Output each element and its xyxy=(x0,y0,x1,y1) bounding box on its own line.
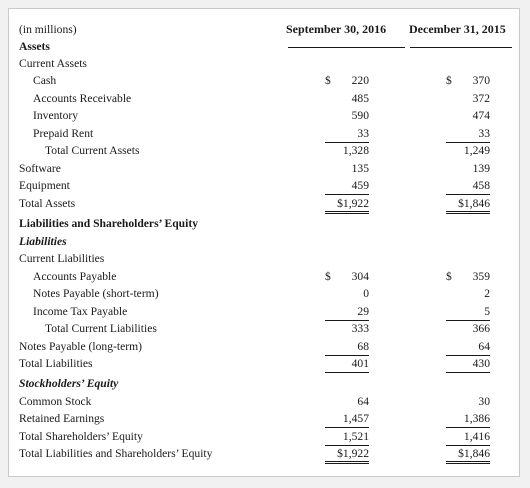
subsection-current-assets: Current Assets xyxy=(19,57,87,70)
table-row: Software 135 139 xyxy=(19,161,490,175)
balance-sheet-table xyxy=(8,8,520,477)
table-row: Notes Payable (long-term) 68 64 xyxy=(9,338,519,356)
column-header-2016: September 30, 2016 xyxy=(286,22,387,36)
section-heading-stockholders-equity: Stockholders’ Equity xyxy=(19,377,119,390)
table-row: Inventory 590 474 xyxy=(33,109,490,122)
table-row-total: Total Current Liabilities 333 366 xyxy=(45,322,490,335)
table-row: Accounts Payable $ 304 $ 359 xyxy=(33,269,490,283)
table-row: Common Stock 64 30 xyxy=(19,394,490,408)
column-header-2015: December 31, 2015 xyxy=(409,22,506,36)
table-row: Cash $ 220 $ 370 xyxy=(33,74,490,87)
units-label: (in millions) xyxy=(19,23,77,36)
section-heading-liabilities-equity: Liabilities and Shareholders’ Equity xyxy=(19,217,198,230)
subsection-current-liabilities: Current Liabilities xyxy=(19,252,105,265)
table-row: Notes Payable (short-term) 0 2 xyxy=(33,287,490,300)
table-row-total: Total Shareholders’ Equity 1,521 1,416 xyxy=(9,428,519,446)
table-row-total: Total Current Assets 1,328 1,249 xyxy=(45,144,490,157)
table-row: Accounts Receivable 485 372 xyxy=(33,91,490,105)
table-row: Prepaid Rent 33 33 xyxy=(9,125,519,143)
table-row-total: Total Assets $1,922 $1,846 xyxy=(9,195,519,213)
section-heading-assets: Assets xyxy=(19,40,50,53)
table-row: Retained Earnings 1,457 1,386 xyxy=(9,410,519,428)
table-row: Equipment 459 458 xyxy=(9,177,519,195)
table-row-total: Total Liabilities 401 430 xyxy=(9,355,519,373)
table-header xyxy=(9,21,519,39)
table-row: Income Tax Payable 29 5 xyxy=(9,303,519,321)
table-row-grand-total: Total Liabilities and Shareholders’ Equity $1,922 $1,846 xyxy=(9,445,519,463)
section-heading-liabilities: Liabilities xyxy=(19,234,67,248)
